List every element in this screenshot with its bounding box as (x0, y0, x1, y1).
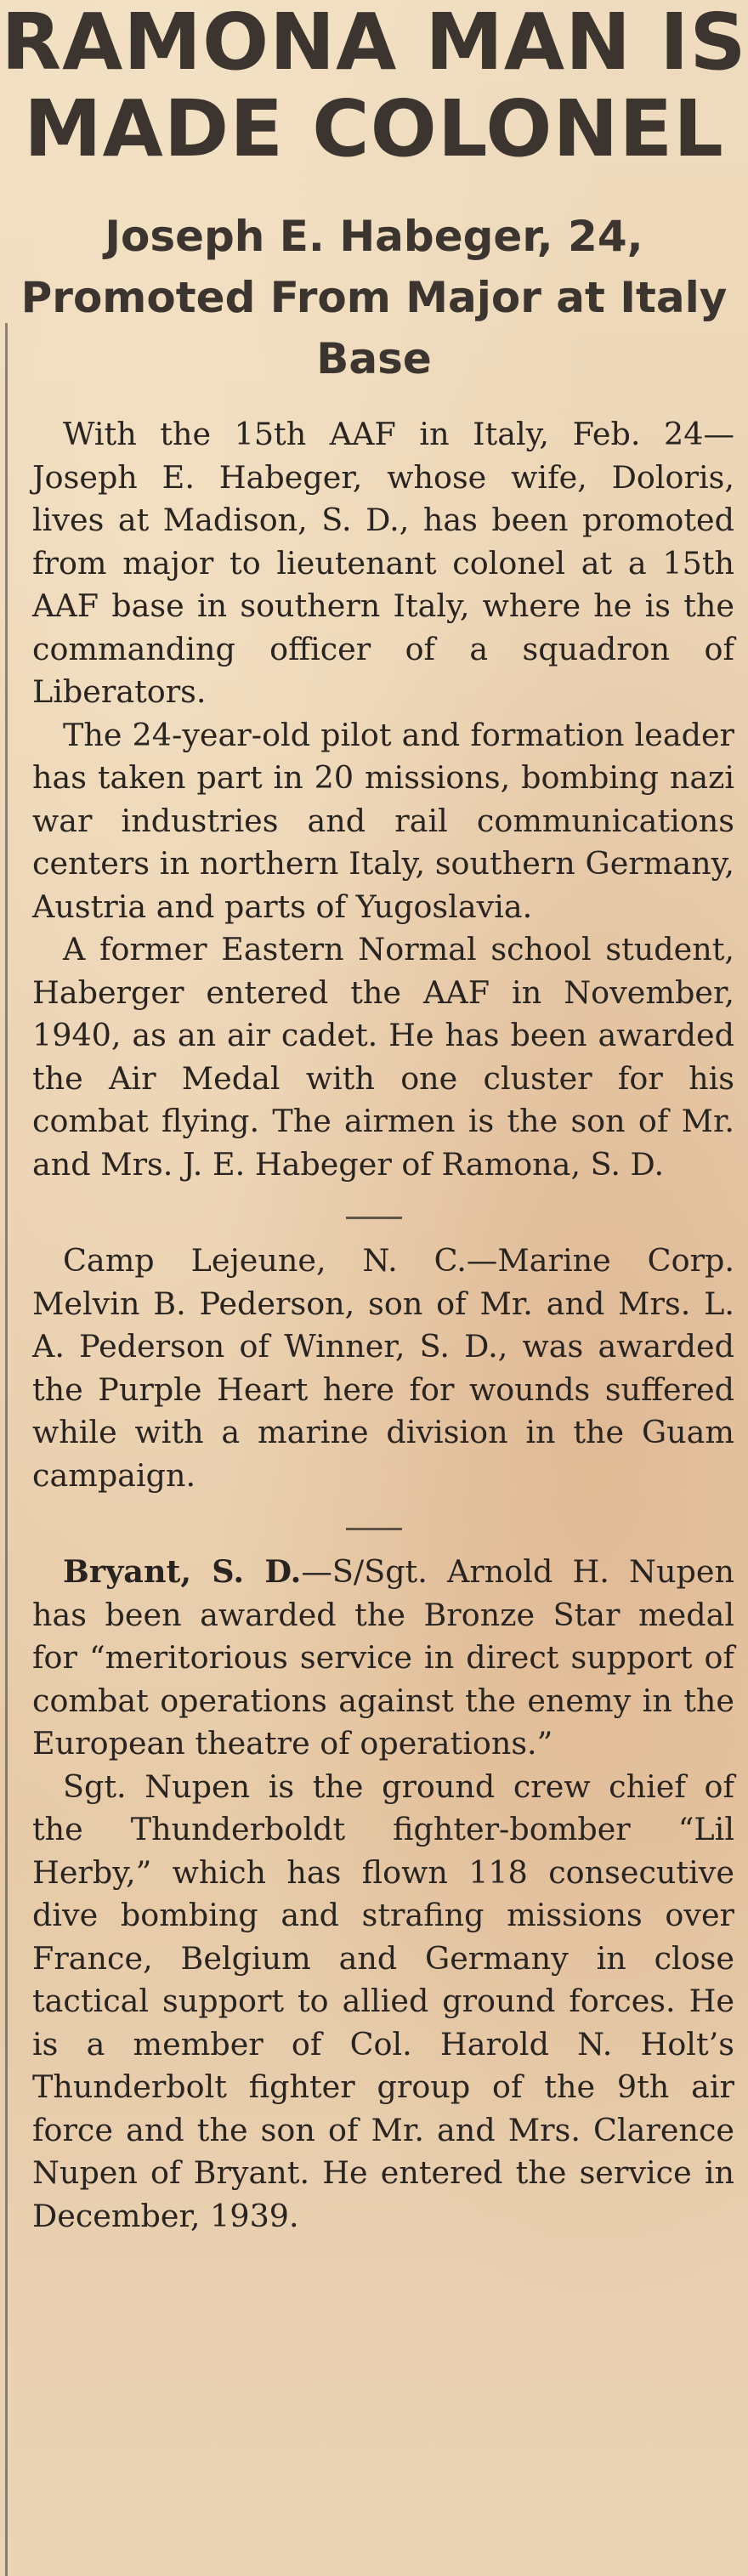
article-paragraph-1: With the 15th AAF in Italy, Feb. 24—Joseph E. Habeger, whose wife, Doloris, lives at Madison, S. D., has been promoted from major to lieutenant colonel at a 15th AAF base in southern Italy, where he is the commanding officer of a squadron of Liberators. (32, 416, 734, 710)
camp-lejeune-paragraph: Camp Lejeune, N. C.—Marine Corp. Melvin B. Pederson, son of Mr. and Mrs. L. A. Pederson of Winner, S. D., was awarded the Purple Heart here for wounds suffered while with a marine division in the Guam campaign. (32, 1242, 734, 1494)
news-item-bryant (0, 1551, 748, 2238)
subheadline: Joseph E. Habeger, 24, Promoted From Major at Italy Base (20, 212, 728, 383)
bryant-paragraph-1 (32, 1551, 734, 1766)
section-divider-2 (346, 1528, 402, 1530)
article-paragraph-3: A former Eastern Normal school student, Haberger entered the AAF in November, 1940, as an air cadet. He has been awarded the Air Medal with one cluster for his combat flying. The airmen is the son of Mr. and Mrs. J. E. Habeger of Ramona, S. D. (32, 931, 734, 1183)
article-body (0, 413, 748, 1186)
headline-line-1: RAMONA MAN IS (1, 0, 747, 88)
news-item-camp-lejeune (0, 1240, 748, 1497)
bryant-dateline: Bryant, S. D. (63, 1553, 302, 1590)
bryant-paragraph-2: Sgt. Nupen is the ground crew chief of the Thunderboldt fighter-bomber “Lil Herby,” which has flown 118 consecutive dive bombing and strafing missions over France, Belgium and Germany in close tactical support to allied ground forces. He is a member of Col. Harold N. Holt’s Thunderbolt fighter group of the 9th air force and the son of Mr. and Mrs. Clarence Nupen of Bryant. He entered the service in December, 1939. (32, 1767, 734, 2234)
headline-line-2: MADE COLONEL (24, 83, 724, 174)
article-paragraph-2: The 24-year-old pilot and formation leader has taken part in 20 missions, bombing nazi war industries and rail communications centers in northern Italy, southern Germany, Austria and parts of Yugoslavia. (32, 716, 734, 925)
section-divider-1 (346, 1217, 402, 1219)
bryant-lead-text: —S/Sgt. Arnold H. Nupen has been awarded the Bronze Star medal for “meritorious service in direct support of combat operations against the enemy in the European theatre of operations.” (32, 1553, 734, 1762)
